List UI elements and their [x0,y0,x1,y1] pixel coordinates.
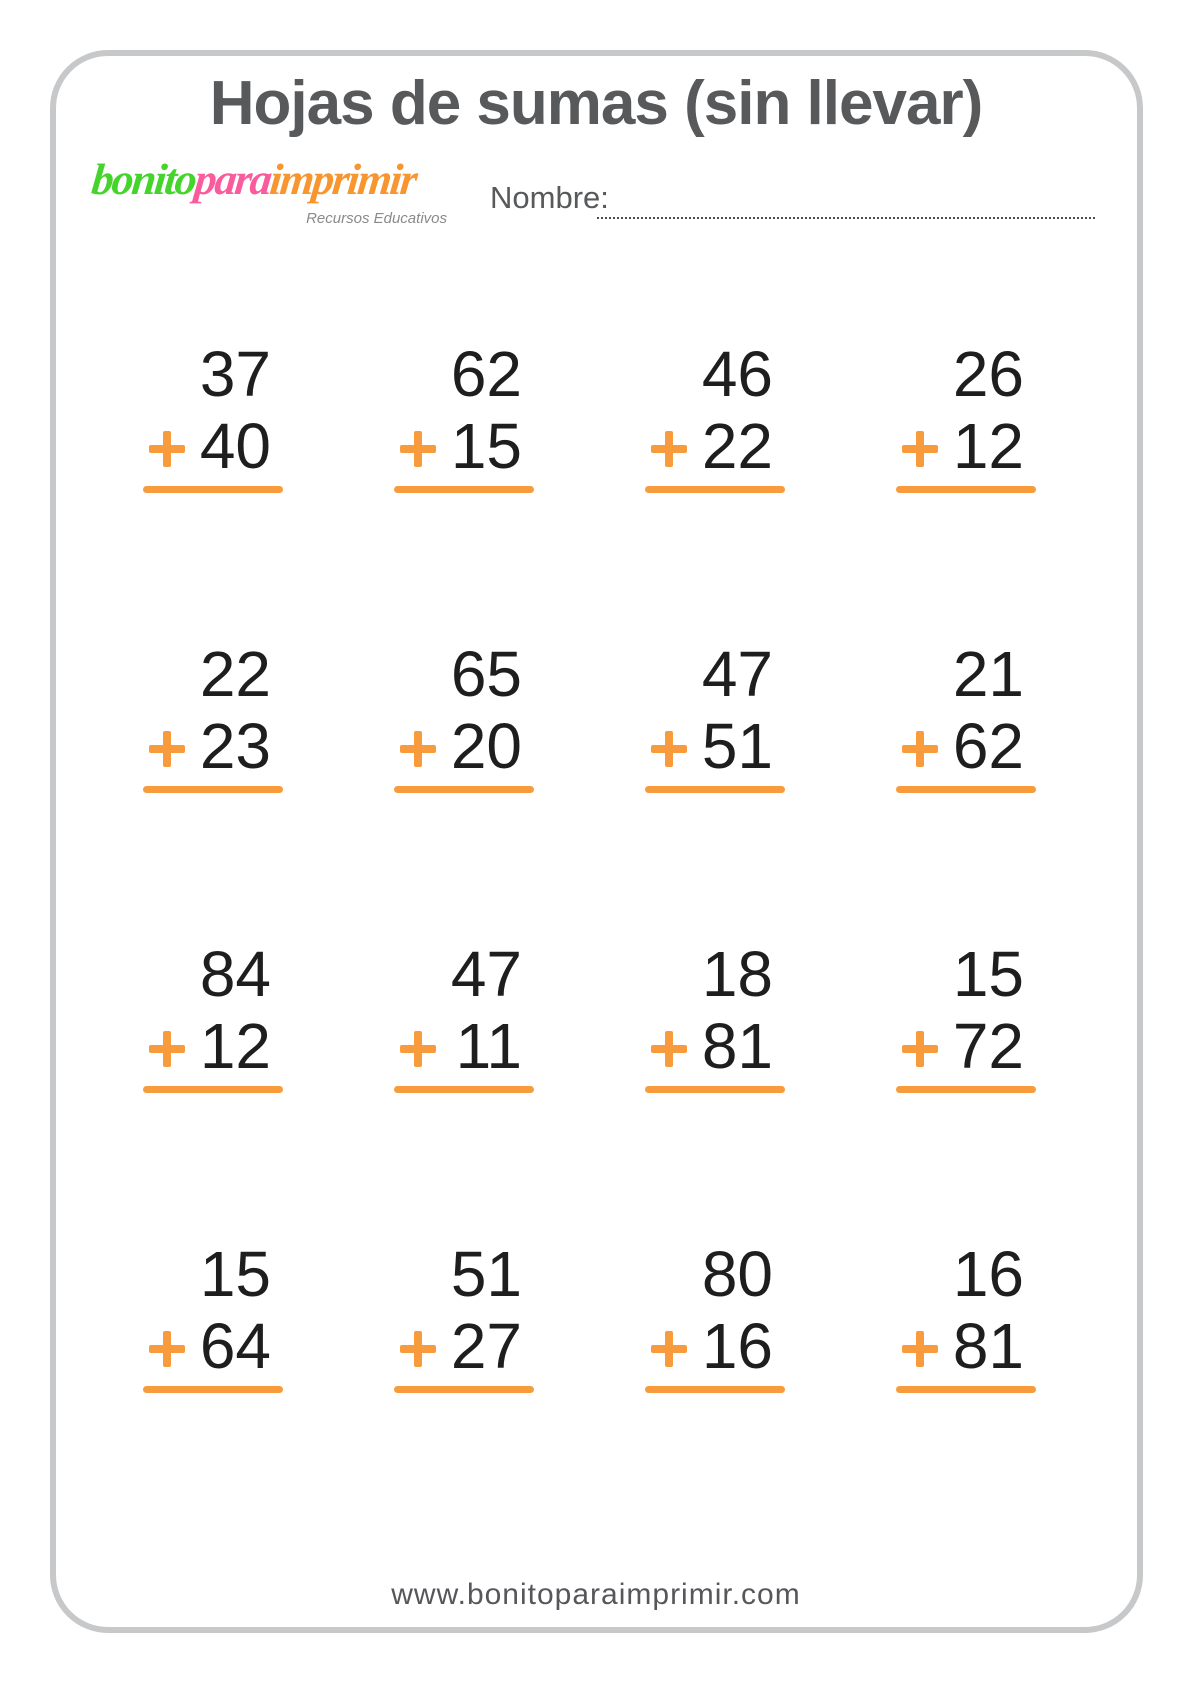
footer-url: www.bonitoparaimprimir.com [391,1578,801,1611]
plus-icon [400,1331,436,1367]
addend-bottom: 81 [701,1010,773,1082]
answer-line [394,786,534,793]
plus-icon [902,731,938,767]
answer-line [143,1086,283,1093]
addition-problem-12 [896,938,1036,1093]
addition-problem-13 [143,1238,283,1393]
addition-problem-8 [896,638,1036,793]
name-field-label: Nombre: [490,180,609,215]
page-title: Hojas de sumas (sin llevar) [209,69,983,138]
plus-icon [651,431,687,467]
addition-bottom-row [896,1010,1036,1082]
brand-logo [89,150,452,227]
addition-problem-9 [143,938,283,1093]
addend-bottom: 72 [952,1010,1024,1082]
addition-problem-2 [394,338,534,493]
brand-logo-part-imprimir: imprimir [267,155,419,204]
addend-top: 15 [199,1238,271,1310]
answer-line [645,1086,785,1093]
plus-icon [902,1331,938,1367]
addend-bottom: 11 [455,1010,522,1082]
addition-bottom-row [645,1310,785,1382]
addition-bottom-row [394,1010,534,1082]
addition-bottom-row [143,410,283,482]
plus-icon [902,431,938,467]
addend-bottom: 22 [701,410,773,482]
addition-bottom-row [394,1310,534,1382]
answer-line [143,486,283,493]
plus-icon [651,1031,687,1067]
addend-bottom: 23 [199,710,271,782]
addend-bottom: 12 [199,1010,271,1082]
addend-bottom: 27 [450,1310,522,1382]
addend-top: 65 [450,638,522,710]
addend-top: 37 [199,338,271,410]
addition-problem-15 [645,1238,785,1393]
addition-bottom-row [143,1310,283,1382]
addition-bottom-row [143,710,283,782]
answer-line [896,786,1036,793]
plus-icon [400,431,436,467]
addition-bottom-row [645,1010,785,1082]
addend-bottom: 40 [199,410,271,482]
addend-top: 47 [701,638,773,710]
plus-icon [149,1331,185,1367]
addition-bottom-row [896,710,1036,782]
addend-top: 51 [450,1238,522,1310]
brand-logo-part-bonito: bonito [89,155,198,204]
addend-top: 84 [199,938,271,1010]
name-field-dotted-line [597,204,1095,219]
addition-problem-11 [645,938,785,1093]
brand-logo-subtitle: Recursos Educativos [306,210,447,227]
answer-line [645,486,785,493]
addition-bottom-row [394,410,534,482]
brand-logo-part-para: para [192,155,273,204]
addition-bottom-row [394,710,534,782]
addend-bottom: 12 [952,410,1024,482]
addend-bottom: 20 [450,710,522,782]
addition-problem-14 [394,1238,534,1393]
answer-line [896,486,1036,493]
answer-line [896,1086,1036,1093]
addend-top: 16 [952,1238,1024,1310]
addend-top: 80 [701,1238,773,1310]
addition-problem-6 [394,638,534,793]
plus-icon [149,1031,185,1067]
addition-problem-16 [896,1238,1036,1393]
plus-icon [149,431,185,467]
answer-line [394,1086,534,1093]
addition-problem-1 [143,338,283,493]
plus-icon [400,731,436,767]
answer-line [143,1386,283,1393]
addition-bottom-row [645,710,785,782]
addend-bottom: 15 [450,410,522,482]
addend-top: 46 [701,338,773,410]
brand-logo-wordmark [89,150,455,210]
problems-grid [143,338,1036,1393]
plus-icon [902,1031,938,1067]
answer-line [143,786,283,793]
plus-icon [400,1031,436,1067]
answer-line [394,1386,534,1393]
answer-line [896,1386,1036,1393]
addend-bottom: 51 [701,710,773,782]
answer-line [645,786,785,793]
addition-problem-4 [896,338,1036,493]
addition-bottom-row [143,1010,283,1082]
plus-icon [149,731,185,767]
addend-top: 22 [199,638,271,710]
addition-problem-10 [394,938,534,1093]
plus-icon [651,731,687,767]
addend-top: 18 [701,938,773,1010]
addend-top: 26 [952,338,1024,410]
addend-bottom: 16 [701,1310,773,1382]
addend-bottom: 81 [952,1310,1024,1382]
addend-bottom: 62 [952,710,1024,782]
addition-problem-5 [143,638,283,793]
addition-problem-7 [645,638,785,793]
addition-bottom-row [645,410,785,482]
addend-top: 15 [952,938,1024,1010]
answer-line [394,486,534,493]
addition-bottom-row [896,1310,1036,1382]
plus-icon [651,1331,687,1367]
addend-top: 21 [952,638,1024,710]
addend-top: 47 [450,938,522,1010]
addition-problem-3 [645,338,785,493]
addend-top: 62 [450,338,522,410]
addition-bottom-row [896,410,1036,482]
answer-line [645,1386,785,1393]
addend-bottom: 64 [199,1310,271,1382]
